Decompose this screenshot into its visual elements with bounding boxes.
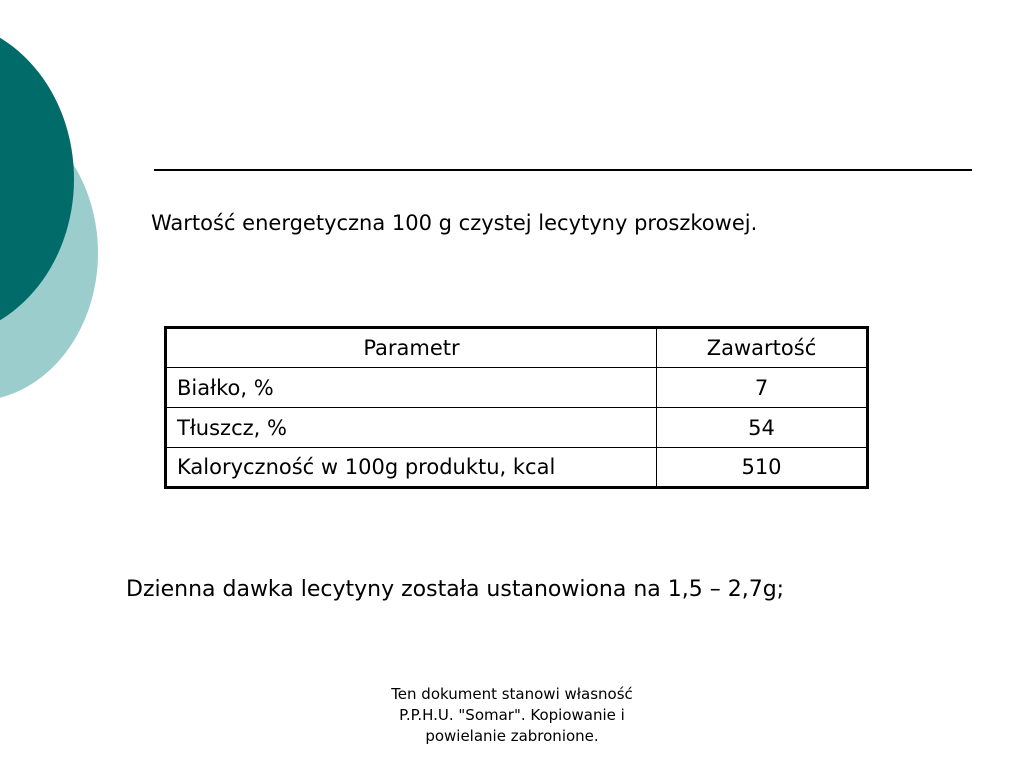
nutrition-table [164, 326, 869, 489]
copyright-footer [362, 684, 662, 747]
table-row [166, 368, 868, 408]
slide-subtitle: Wartość energetyczna 100 g czystej lecytyny proszkowej. [151, 211, 758, 235]
row-label: Kaloryczność w 100g produktu, kcal [166, 448, 657, 488]
header-parametr: Parametr [166, 328, 657, 368]
footer-line: powielanie zabronione. [425, 727, 599, 745]
row-label: Białko, % [166, 368, 657, 408]
footer-line: Ten dokument stanowi własność [391, 685, 633, 703]
header-zawartosc: Zawartość [657, 328, 868, 368]
title-divider [154, 169, 972, 171]
table-header-row [166, 328, 868, 368]
daily-dose-text: Dzienna dawka lecytyny została ustanowiona na 1,5 – 2,7g; [126, 577, 785, 602]
row-value: 54 [657, 408, 868, 448]
table-row [166, 448, 868, 488]
table-row [166, 408, 868, 448]
footer-line: P.P.H.U. "Somar". Kopiowanie i [399, 706, 625, 724]
row-label: Tłuszcz, % [166, 408, 657, 448]
row-value: 7 [657, 368, 868, 408]
row-value: 510 [657, 448, 868, 488]
